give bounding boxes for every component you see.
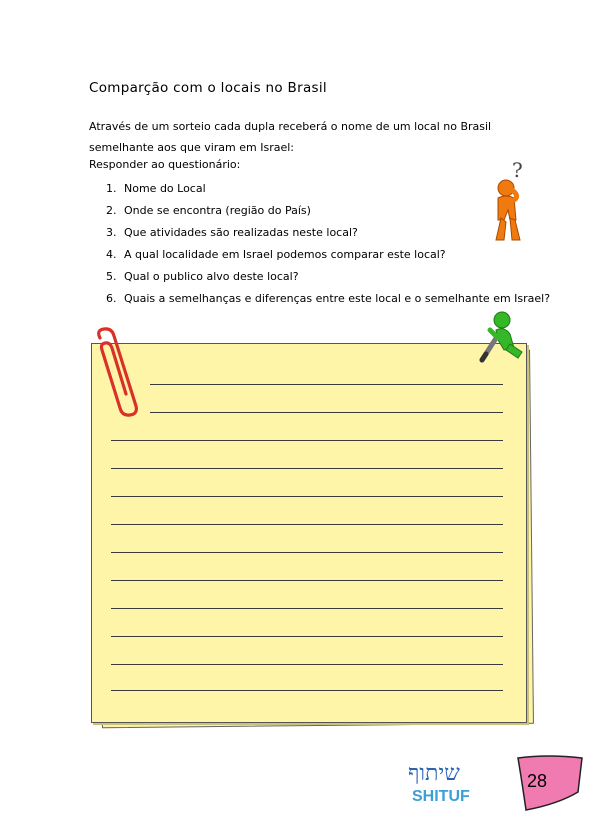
question-number: 2. xyxy=(106,204,117,217)
question-number: 4. xyxy=(106,248,117,261)
answer-line xyxy=(150,412,503,413)
instructions-text: Responder ao questionário: xyxy=(89,158,241,171)
question-text: Qual o publico alvo deste local? xyxy=(124,270,299,283)
answer-line xyxy=(111,440,503,441)
question-item xyxy=(106,200,550,222)
answer-line xyxy=(111,468,503,469)
answer-line xyxy=(111,690,503,691)
answer-line xyxy=(111,608,503,609)
logo-hebrew-text: שיתוף xyxy=(408,761,460,786)
answer-line xyxy=(111,580,503,581)
question-item xyxy=(106,178,550,200)
answer-line xyxy=(111,524,503,525)
question-text: Que atividades são realizadas neste local? xyxy=(124,226,358,239)
question-number: 5. xyxy=(106,270,117,283)
question-item xyxy=(106,222,550,244)
question-number: 1. xyxy=(106,182,117,195)
question-text: Nome do Local xyxy=(124,182,206,195)
answer-line xyxy=(111,496,503,497)
question-text: Quais a semelhanças e diferenças entre este local e o semelhante em Israel? xyxy=(124,292,551,305)
question-number: 3. xyxy=(106,226,117,239)
answer-line xyxy=(150,384,503,385)
question-item xyxy=(106,244,550,266)
question-text: Onde se encontra (região do País) xyxy=(124,204,311,217)
question-item xyxy=(106,288,550,310)
answer-line xyxy=(111,664,503,665)
green-figure-with-pencil-icon xyxy=(474,308,528,364)
question-text: A qual localidade em Israel podemos comparar este local? xyxy=(124,248,446,261)
question-item xyxy=(106,266,550,288)
page-title: Comparção com o locais no Brasil xyxy=(89,80,327,96)
thinking-person-icon xyxy=(488,160,536,244)
notepad-paper xyxy=(91,343,527,723)
shituf-logo xyxy=(402,760,482,810)
answer-line xyxy=(111,636,503,637)
question-number: 6. xyxy=(106,292,117,305)
intro-text: Através de um sorteio cada dupla receberá o nome de um local no Brasil semelhante aos que viram em Israel: xyxy=(89,120,492,154)
page-number: 28 xyxy=(527,771,548,791)
question-list xyxy=(106,178,550,310)
logo-latin-text: SHITUF xyxy=(412,788,470,805)
paperclip-icon xyxy=(92,326,144,418)
answer-line xyxy=(111,552,503,553)
question-mark-icon: ? xyxy=(512,160,523,182)
